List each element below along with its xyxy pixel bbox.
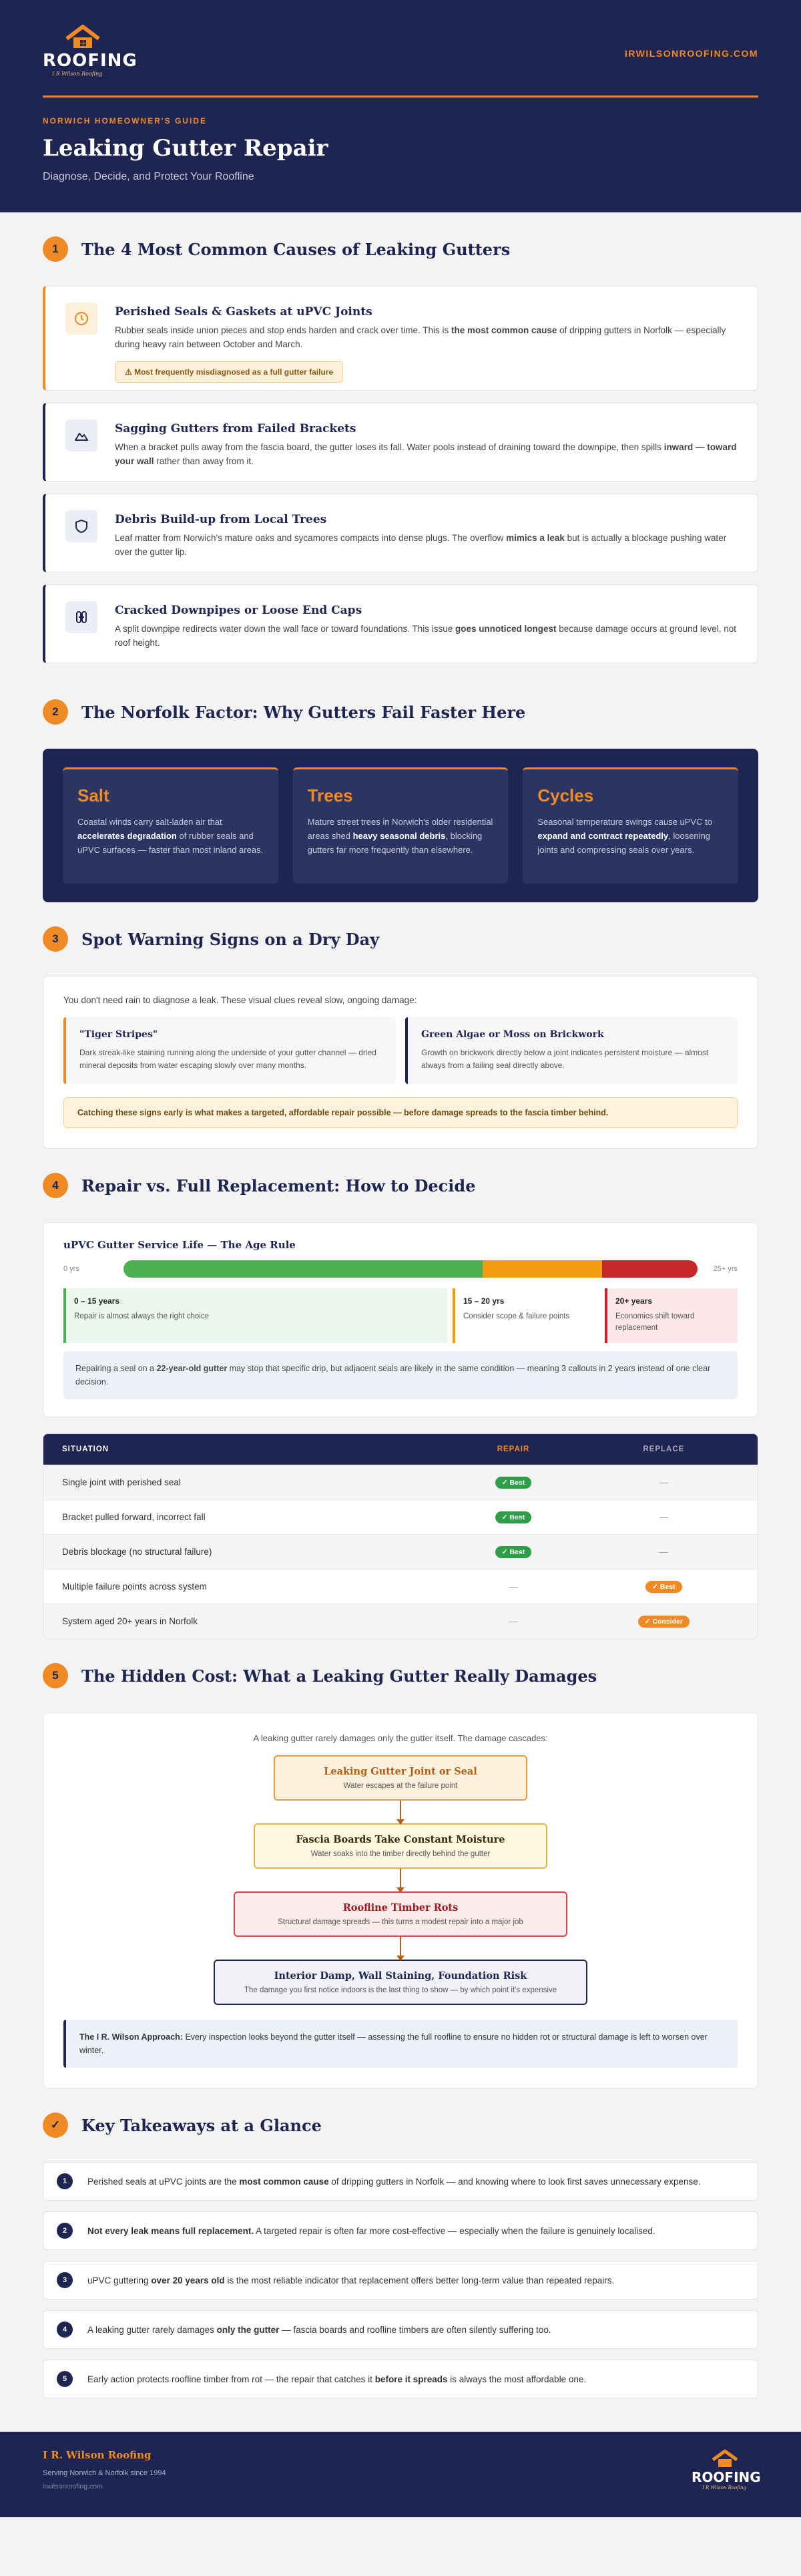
- phase-label: 20+ years: [615, 1296, 653, 1306]
- empty-cell: —: [659, 1477, 669, 1487]
- page-title: Leaking Gutter Repair: [43, 135, 328, 162]
- eyebrow-label: NORWICH HOMEOWNER'S GUIDE: [43, 116, 207, 126]
- recommendation-pill: ✓ Best: [645, 1581, 682, 1593]
- section-title: The Norfolk Factor: Why Gutters Fail Faster Here: [81, 702, 526, 722]
- page-footer: [0, 2432, 801, 2517]
- cascade-arrow-icon: [400, 1869, 401, 1891]
- factor-title: Salt: [77, 785, 109, 805]
- company-logo[interactable]: [43, 24, 138, 81]
- situation-cell: Bracket pulled forward, incorrect fall: [62, 1512, 206, 1522]
- takeaway-text: Not every leak means full replacement. A targeted repair is often far more cost-effective — especially when the failure is genuinely localised.: [87, 2225, 655, 2236]
- takeaway-text: Early action protects roofline timber from rot — the repair that catches it before it spreads is always the most affordable one.: [87, 2374, 587, 2384]
- clock-icon: [65, 303, 97, 335]
- section-heading: [43, 2088, 758, 2162]
- takeaway-item: [43, 2162, 758, 2201]
- recommendation-pill: ✓ Best: [495, 1477, 531, 1489]
- column-header-replace: REPLACE: [643, 1445, 685, 1453]
- cascade-step-text: Water soaks into the timber directly behind the gutter: [310, 1850, 491, 1858]
- takeaway-item: [43, 2360, 758, 2398]
- service-life-bar: [123, 1260, 698, 1278]
- section-title: Repair vs. Full Replacement: How to Decide: [81, 1175, 476, 1195]
- bar-end-label: 25+ yrs: [713, 1265, 738, 1273]
- section-takeaways: [0, 2088, 801, 2398]
- cascade-step-text: Water escapes at the failure point: [343, 1782, 458, 1790]
- section-title: Key Takeaways at a Glance: [81, 2115, 322, 2135]
- situation-cell: Multiple failure points across system: [62, 1582, 207, 1592]
- table-row: [43, 1499, 758, 1534]
- factor-text: Coastal winds carry salt-laden air that accelerates degradation of rubber seals and uPVC surfaces — faster than most inland areas.: [77, 817, 264, 855]
- takeaway-number: 2: [57, 2223, 73, 2239]
- section-title: Spot Warning Signs on a Dry Day: [81, 929, 380, 949]
- phase-text: Repair is almost always the right choice: [74, 1312, 209, 1320]
- factor-text: Seasonal temperature swings cause uPVC to expand and contract repeatedly, loosening joints and compressing seals over years.: [537, 817, 712, 855]
- cause-title: Debris Build-up from Local Trees: [115, 513, 327, 526]
- footer-logo[interactable]: [692, 2449, 761, 2493]
- takeaway-text: uPVC guttering over 20 years old is the most reliable indicator that replacement offers better long-term value than repeated repairs.: [87, 2275, 615, 2285]
- cause-card-brackets: [43, 403, 758, 482]
- cascade-step-leak: [274, 1755, 527, 1801]
- cascade-step-interior: [214, 1960, 587, 2005]
- section-number-badge: 5: [43, 1663, 68, 1688]
- takeaway-item: [43, 2211, 758, 2250]
- table-row: [43, 1465, 758, 1499]
- footer-url-link[interactable]: irwilsonroofing.com: [43, 2482, 103, 2491]
- link-icon: [65, 601, 97, 633]
- takeaways-list: [43, 2162, 758, 2398]
- cause-card-seals: [43, 286, 758, 391]
- table-row: [43, 1534, 758, 1569]
- empty-cell: —: [659, 1547, 669, 1557]
- section-causes: [0, 212, 801, 663]
- damage-cascade-card: [43, 1712, 758, 2088]
- age-rule-example: Repairing a seal on a 22-year-old gutter may stop that specific drip, but adjacent seals are likely in the same condition — meaning 3 callouts in 2 years instead of one clear decision.: [63, 1351, 738, 1399]
- shield-icon: [65, 510, 97, 542]
- factor-card-salt: [63, 767, 278, 884]
- takeaway-number: 3: [57, 2272, 73, 2288]
- sign-tiger-stripes: [63, 1017, 396, 1084]
- empty-cell: —: [659, 1512, 669, 1522]
- phase-label: 15 – 20 yrs: [463, 1296, 505, 1306]
- cascade-step-title: Leaking Gutter Joint or Seal: [324, 1766, 477, 1777]
- cascade-step-text: Structural damage spreads — this turns a modest repair into a major job: [278, 1918, 523, 1926]
- footer-logo-subtitle: I R Wilson Roofing: [702, 2485, 746, 2491]
- page-header: [0, 0, 801, 212]
- cascade-arrow-icon: [400, 1801, 401, 1823]
- service-life-band: [123, 1260, 483, 1278]
- cascade-step-text: The damage you first notice indoors is the last thing to show — by which point it's expensive: [244, 1986, 557, 1994]
- house-icon: [710, 2449, 740, 2469]
- section-heading: [43, 1639, 758, 1712]
- cause-title: Cracked Downpipes or Loose End Caps: [115, 604, 362, 617]
- sign-title: Green Algae or Moss on Brickwork: [421, 1029, 604, 1040]
- age-phases: [63, 1288, 738, 1343]
- early-detection-notice: Catching these signs early is what makes a targeted, affordable repair possible — before damage spreads to the fascia timber behind.: [63, 1097, 738, 1128]
- cascade-step-title: Interior Damp, Wall Staining, Foundation Risk: [274, 1970, 527, 1982]
- section-repair-vs-replace: [0, 1149, 801, 1639]
- factor-text: Mature street trees in Norwich's older residential areas shed heavy seasonal debris, blocking gutters far more frequently than elsewhere.: [307, 817, 493, 855]
- wilson-approach-note: The I R. Wilson Approach: Every inspection looks beyond the gutter itself — assessing the full roofline to ensure no hidden rot or structural damage is left to worsen over winter.: [63, 2020, 738, 2068]
- warning-signs-card: [43, 976, 758, 1149]
- section-heading: [43, 212, 758, 286]
- section-heading: [43, 675, 758, 749]
- table-row: [43, 1569, 758, 1604]
- misdiagnosis-note: ⚠ Most frequently misdiagnosed as a full gutter failure: [115, 361, 343, 383]
- phase-label: 0 – 15 years: [74, 1296, 120, 1306]
- sign-text: Dark streak-like staining running along the underside of your gutter channel — dried mineral deposits from water escaping slowly over many months.: [79, 1048, 376, 1070]
- section-norfolk-factor: [0, 675, 801, 902]
- column-header-repair: REPAIR: [497, 1445, 530, 1453]
- recommendation-pill: ✓ Best: [495, 1511, 531, 1523]
- cause-card-debris: [43, 494, 758, 572]
- situation-cell: Debris blockage (no structural failure): [62, 1547, 212, 1557]
- factor-card-trees: [293, 767, 509, 884]
- situation-cell: Single joint with perished seal: [62, 1477, 181, 1487]
- norfolk-factors-panel: [43, 749, 758, 902]
- section-title: The 4 Most Common Causes of Leaking Gutters: [81, 239, 511, 259]
- cause-text: A split downpipe redirects water down the wall face or toward foundations. This issue goes unnoticed longest because damage occurs at ground level, not roof height.: [115, 624, 736, 648]
- phase-repair: [63, 1288, 447, 1343]
- empty-cell: —: [509, 1582, 518, 1592]
- section-number-badge: 1: [43, 236, 68, 262]
- age-rule-title: uPVC Gutter Service Life — The Age Rule: [63, 1239, 296, 1251]
- bar-start-label: 0 yrs: [63, 1265, 79, 1273]
- cause-text: Rubber seals inside union pieces and stop ends harden and crack over time. This is the most common cause of dripping gutters in Norfolk — especially during heavy rain between October and March.: [115, 325, 726, 349]
- mountain-icon: [65, 419, 97, 451]
- cascade-arrow-icon: [400, 1937, 401, 1960]
- age-rule-card: [43, 1222, 758, 1417]
- factor-title: Cycles: [537, 785, 594, 805]
- phase-replace: [605, 1288, 738, 1343]
- cascade-step-title: Roofline Timber Rots: [342, 1902, 459, 1913]
- table-header: [43, 1434, 758, 1465]
- service-life-band: [602, 1260, 698, 1278]
- section-hidden-cost: [0, 1639, 801, 2088]
- section-warning-signs: [0, 902, 801, 1149]
- logo-wordmark: ROOFING: [43, 51, 138, 71]
- cause-title: Sagging Gutters from Failed Brackets: [115, 422, 356, 435]
- takeaway-number: 4: [57, 2322, 73, 2338]
- takeaway-text: A leaking gutter rarely damages only the gutter — fascia boards and roofline timbers are often silently suffering too.: [87, 2324, 551, 2335]
- cause-title: Perished Seals & Gaskets at uPVC Joints: [115, 305, 372, 319]
- takeaway-number: 1: [57, 2173, 73, 2189]
- cause-text: Leaf matter from Norwich's mature oaks and sycamores compacts into dense plugs. The overflow mimics a leak but is actually a blockage pushing water over the gutter lip.: [115, 533, 727, 557]
- sign-green-algae: [405, 1017, 738, 1084]
- phase-text: Consider scope & failure points: [463, 1312, 570, 1320]
- logo-subtitle: I R Wilson Roofing: [52, 71, 103, 77]
- factor-title: Trees: [307, 785, 353, 805]
- sign-text: Growth on brickwork directly below a joint indicates persistent moisture — almost always from a failing seal directly above.: [421, 1048, 709, 1070]
- cascade-step-title: Fascia Boards Take Constant Moisture: [296, 1834, 505, 1845]
- top-bar: [43, 24, 758, 98]
- service-life-band: [483, 1260, 602, 1278]
- phase-consider: [453, 1288, 599, 1343]
- cause-card-downpipes: [43, 584, 758, 663]
- factor-card-cycles: [523, 767, 738, 884]
- takeaway-number: 5: [57, 2371, 73, 2387]
- footer-company-name: I R. Wilson Roofing: [43, 2449, 152, 2461]
- table-row: [43, 1604, 758, 1638]
- takeaway-text: Perished seals at uPVC joints are the most common cause of dripping gutters in Norfolk — and knowing where to look first saves unnecessary expense.: [87, 2176, 701, 2187]
- footer-logo-wordmark: ROOFING: [692, 2469, 761, 2485]
- cause-text: When a bracket pulls away from the fascia board, the gutter loses its fall. Water pools instead of draining toward the downpipe, then spills inward — toward your wall rather than away from it.: [115, 442, 737, 466]
- recommendation-pill: ✓ Best: [495, 1546, 531, 1558]
- section-heading: [43, 1149, 758, 1222]
- sign-title: "Tiger Stripes": [79, 1029, 158, 1040]
- section-number-badge: 2: [43, 699, 68, 725]
- section-heading: [43, 902, 758, 976]
- section-title: The Hidden Cost: What a Leaking Gutter Really Damages: [81, 1666, 597, 1686]
- checkmark-icon: ✓: [43, 2112, 68, 2138]
- footer-tagline: Serving Norwich & Norfolk since 1994: [43, 2469, 166, 2477]
- empty-cell: —: [509, 1616, 518, 1626]
- recommendation-pill: ✓ Consider: [638, 1616, 690, 1628]
- takeaway-item: [43, 2261, 758, 2299]
- phase-text: Economics shift toward replacement: [615, 1312, 695, 1332]
- site-url-link[interactable]: IRWILSONROOFING.COM: [624, 48, 758, 59]
- cascade-step-rot: [234, 1891, 567, 1937]
- cascade-intro: A leaking gutter rarely damages only the gutter itself. The damage cascades:: [253, 1733, 548, 1743]
- situation-cell: System aged 20+ years in Norfolk: [62, 1616, 198, 1626]
- section-number-badge: 3: [43, 926, 68, 952]
- page-subtitle: Diagnose, Decide, and Protect Your Roofline: [43, 171, 254, 182]
- house-icon: [63, 24, 103, 51]
- takeaway-item: [43, 2310, 758, 2349]
- signs-intro: You don't need rain to diagnose a leak. These visual clues reveal slow, ongoing damage:: [63, 995, 417, 1005]
- section-number-badge: 4: [43, 1173, 68, 1198]
- cascade-step-fascia: [254, 1823, 547, 1869]
- column-header-situation: SITUATION: [62, 1445, 109, 1453]
- decision-table: [43, 1433, 758, 1639]
